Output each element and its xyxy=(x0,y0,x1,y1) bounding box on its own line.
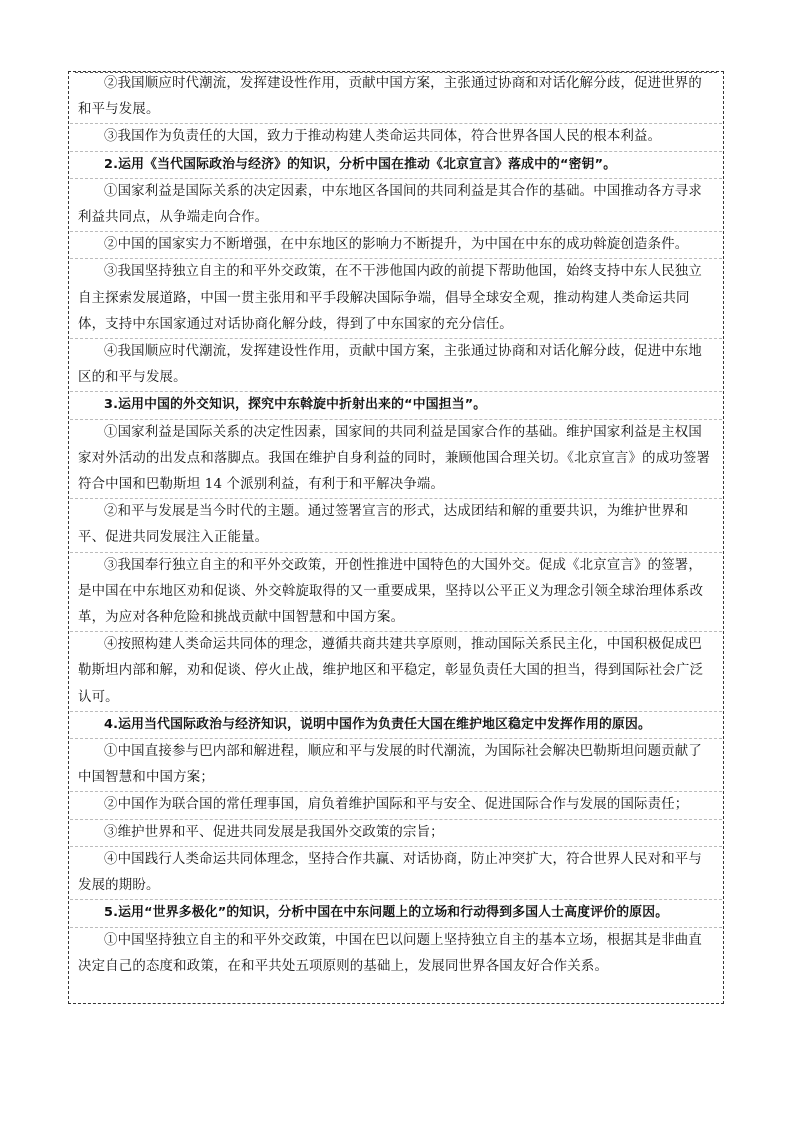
paragraph-text: ③维护世界和平、促进共同发展是我国外交政策的宗旨； xyxy=(104,824,444,840)
paragraph-text: ①国家利益是国际关系的决定性因素，国家间的共同利益是国家合作的基础。维护国家利益是主权国家对外活动的出发点和落脚点。我国在维护自身利益的同时，兼顾他国合理关切。《北京宣言》的成功签署符合中国和巴勒斯坦 14 个派别利益，有利于和平解决争端。 xyxy=(78,424,711,493)
answer-paragraph xyxy=(70,124,722,151)
answer-content xyxy=(70,71,722,980)
paragraph-text: ④中国践行人类命运共同体理念，坚持合作共赢、对话协商，防止冲突扩大，符合世界人民对和平与发展的期盼。 xyxy=(78,851,702,894)
question-heading xyxy=(70,392,722,419)
answer-paragraph xyxy=(70,71,722,124)
question-heading xyxy=(70,900,722,927)
answer-paragraph xyxy=(70,553,722,633)
paragraph-text: ③我国作为负责任的大国，致力于推动构建人类命运共同体，符合世界各国人民的根本利益。 xyxy=(104,129,662,145)
question-heading xyxy=(70,152,722,179)
answer-paragraph xyxy=(70,632,722,712)
paragraph-text: ①国家利益是国际关系的决定因素，中东地区各国间的共同利益是其合作的基础。中国推动各方寻求利益共同点，从争端走向合作。 xyxy=(78,183,702,226)
heading-text: 3.运用中国的外交知识，探究中东斡旋中折射出来的“中国担当”。 xyxy=(104,397,487,413)
paragraph-text: ②我国顺应时代潮流，发挥建设性作用，贡献中国方案，主张通过协商和对话化解分歧，促进世界的和平与发展。 xyxy=(78,76,702,118)
answer-paragraph xyxy=(70,739,722,792)
answer-paragraph xyxy=(70,792,722,819)
paragraph-text: ④我国顺应时代潮流，发挥建设性作用，贡献中国方案，主张通过协商和对话化解分歧，促进中东地区的和平与发展。 xyxy=(78,344,702,386)
answer-paragraph xyxy=(70,847,722,900)
heading-text: 5.运用“世界多极化”的知识，分析中国在中东问题上的立场和行动得到多国人士高度评价的原因。 xyxy=(104,905,669,921)
paragraph-text: ②中国作为联合国的常任理事国，肩负着维护国际和平与安全、促进国际合作与发展的国际责任； xyxy=(104,797,689,813)
paragraph-text: ③我国奉行独立自主的和平外交政策，开创性推进中国特色的大国外交。促成《北京宣言》的签署，是中国在中东地区劝和促谈、外交斡旋取得的又一重要成果，坚持以公平正义为理念引领全球治理体系改革，为应对各种危险和挑战贡献中国智慧和中国方案。 xyxy=(78,557,704,626)
answer-paragraph xyxy=(70,928,722,980)
paragraph-text: ④按照构建人类命运共同体的理念，遵循共商共建共享原则，推动国际关系民主化，中国积极促成巴勒斯坦内部和解，劝和促谈、停火止战，维护地区和平稳定，彰显负责任大国的担当，得到国际社会广泛认可。 xyxy=(78,637,704,705)
answer-paragraph xyxy=(70,179,722,232)
paragraph-text: ①中国直接参与巴内部和解进程，顺应和平与发展的时代潮流，为国际社会解决巴勒斯坦问题贡献了中国智慧和中国方案； xyxy=(78,744,702,786)
paragraph-text: ②和平与发展是当今时代的主题。通过签署宣言的形式，达成团结和解的重要共识，为维护世界和平、促进共同发展注入正能量。 xyxy=(78,504,689,546)
paragraph-text: ②中国的国家实力不断增强，在中东地区的影响力不断提升，为中国在中东的成功斡旋创造条件。 xyxy=(104,237,689,253)
answer-paragraph xyxy=(70,259,722,339)
answer-paragraph xyxy=(70,339,722,392)
answer-paragraph xyxy=(70,420,722,500)
answer-paragraph xyxy=(70,820,722,847)
paragraph-text: ③我国坚持独立自主的和平外交政策，在不干涉他国内政的前提下帮助他国，始终支持中东人民独立自主探索发展道路，中国一贯主张用和平手段解决国际争端，倡导全球安全观，推动构建人类命运共同体，支持中东国家通过对话协商化解分歧，得到了中东国家的充分信任。 xyxy=(78,264,702,332)
heading-text: 4.运用当代国际政治与经济知识，说明中国作为负责任大国在维护地区稳定中发挥作用的原因。 xyxy=(104,716,652,732)
question-heading xyxy=(70,712,722,739)
heading-text: 2.运用《当代国际政治与经济》的知识，分析中国在推动《北京宣言》落成中的“密钥”。 xyxy=(104,156,617,172)
paragraph-text: ①中国坚持独立自主的和平外交政策，中国在巴以问题上坚持独立自主的基本立场，根据其是非曲直决定自己的态度和政策，在和平共处五项原则的基础上，发展同世界各国友好合作关系。 xyxy=(78,932,702,974)
answer-paragraph xyxy=(70,499,722,552)
answer-paragraph xyxy=(70,232,722,259)
